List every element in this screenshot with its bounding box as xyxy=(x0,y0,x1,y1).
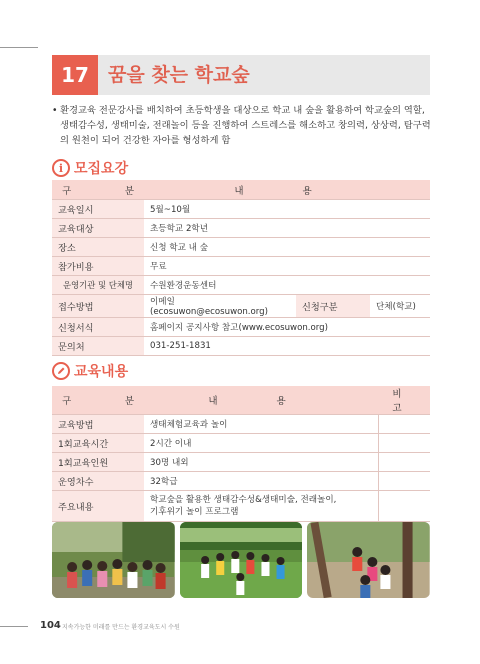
intro-paragraph xyxy=(52,103,432,148)
photo-circle-game xyxy=(180,522,303,598)
section-title: 교육내용 xyxy=(74,364,129,380)
program-number: 17 xyxy=(52,55,98,95)
row-label: 주요내용 xyxy=(52,491,144,522)
table-row xyxy=(52,219,430,238)
row-value: 031-251-1831 xyxy=(144,337,430,356)
table-row xyxy=(52,200,430,219)
row-label: 교육대상 xyxy=(52,219,144,238)
row-note xyxy=(378,415,430,434)
table-row xyxy=(52,337,430,356)
row-value: 32학급 xyxy=(144,472,378,491)
section-recruitment-header xyxy=(52,158,128,178)
table-row xyxy=(52,276,430,295)
photo-strip xyxy=(52,522,430,598)
row-label: 장소 xyxy=(52,238,144,257)
row-label: 문의처 xyxy=(52,337,144,356)
row-label: 신청구분 xyxy=(296,295,370,318)
row-note xyxy=(378,453,430,472)
footer-text: 지속가능한 미래를 만드는 환경교육도시 수원 xyxy=(62,624,180,631)
header-category: 구 분 xyxy=(52,386,144,415)
page-number: 104 xyxy=(40,620,61,631)
row-label: 1회교육시간 xyxy=(52,434,144,453)
row-value: 신청 학교 내 숲 xyxy=(144,238,430,257)
table-header-row xyxy=(52,180,430,200)
row-note xyxy=(378,434,430,453)
row-label: 운영기관 및 단체명 xyxy=(52,276,144,295)
header-content: 내 용 xyxy=(144,180,430,200)
section-content-header xyxy=(52,361,128,381)
row-label: 접수방법 xyxy=(52,295,144,318)
page-title: 꿈을 찾는 학교숲 xyxy=(108,64,250,86)
intro-text: 환경교육 전문강사를 배치하여 초등학생을 대상으로 학교 내 숲을 활용하여 학교숲의 역할, 생태감수성, 생태미술, 전래놀이 등을 진행하여 스트레스를 해소하고 창의력, 상상력, 탐구력의 원천이 되어 건강한 자아를 형성하게 함 xyxy=(60,105,431,146)
table-row xyxy=(52,415,430,434)
bullet: • xyxy=(52,105,58,116)
row-note xyxy=(378,472,430,491)
header-category: 구 분 xyxy=(52,180,144,200)
row-label: 1회교육인원 xyxy=(52,453,144,472)
footer-divider xyxy=(0,626,28,627)
table-row xyxy=(52,295,430,318)
info-icon: i xyxy=(52,159,70,177)
row-value: 생태체험교육과 놀이 xyxy=(144,415,378,434)
row-note xyxy=(378,491,430,522)
row-value: 무료 xyxy=(144,257,430,276)
row-value: 30명 내외 xyxy=(144,453,378,472)
table-row xyxy=(52,434,430,453)
header-note: 비 고 xyxy=(378,386,430,415)
row-value: 2시간 이내 xyxy=(144,434,378,453)
row-value: 초등학교 2학년 xyxy=(144,219,430,238)
table-row xyxy=(52,318,430,337)
content-table xyxy=(52,386,430,522)
recruitment-table xyxy=(52,180,430,356)
row-value: 수원환경운동센터 xyxy=(144,276,430,295)
photo-kids-by-tree xyxy=(307,522,430,598)
row-value: 단체(학교) xyxy=(370,295,430,318)
row-value: 홈페이지 공지사항 참고(www.ecosuwon.org) xyxy=(144,318,430,337)
row-label: 교육일시 xyxy=(52,200,144,219)
table-row xyxy=(52,491,430,522)
row-value: 5월~10월 xyxy=(144,200,430,219)
row-label: 운영차수 xyxy=(52,472,144,491)
row-label: 신청서식 xyxy=(52,318,144,337)
table-row xyxy=(52,257,430,276)
row-label: 참가비용 xyxy=(52,257,144,276)
top-divider xyxy=(0,47,38,48)
row-value: 학교숲을 활용한 생태감수성&생태미술, 전래놀이, 기후위기 놀이 프로그램 xyxy=(144,491,378,522)
section-title: 모집요강 xyxy=(74,161,129,177)
header-content: 내 용 xyxy=(144,386,378,415)
row-value: 이메일(ecosuwon@ecosuwon.org) xyxy=(144,295,296,318)
photo-children-in-forest xyxy=(52,522,175,598)
table-header-row xyxy=(52,386,430,415)
table-row xyxy=(52,453,430,472)
table-row xyxy=(52,238,430,257)
row-label: 교육방법 xyxy=(52,415,144,434)
pencil-icon xyxy=(52,362,70,380)
table-row xyxy=(52,472,430,491)
